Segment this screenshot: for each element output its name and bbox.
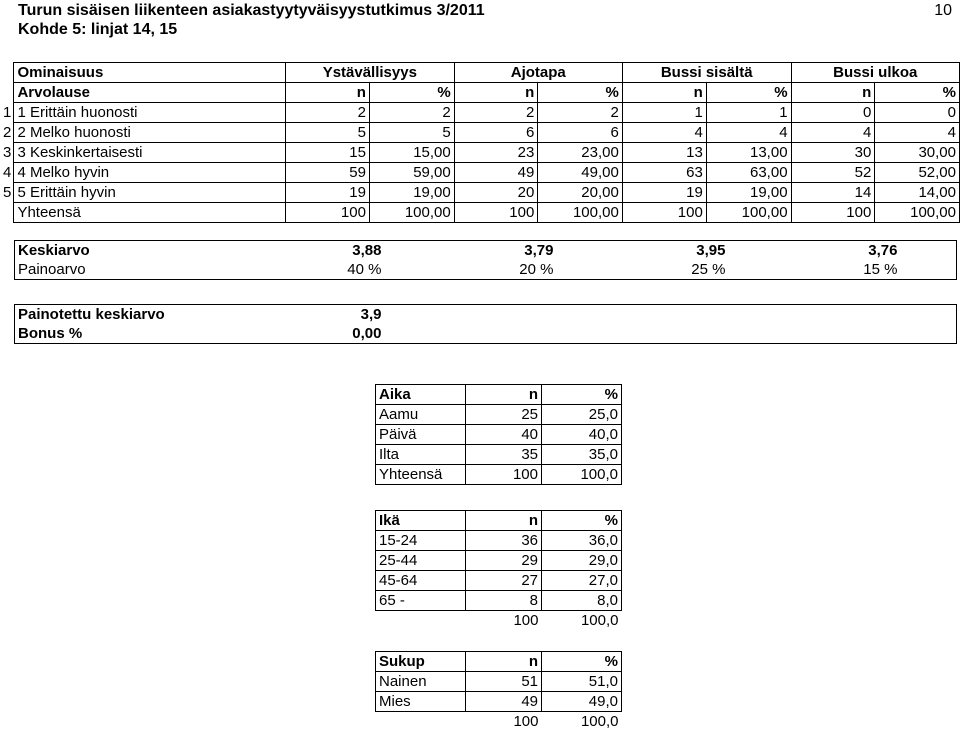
table-cell: 63,00 (706, 163, 791, 183)
table-cell: 4 (791, 123, 875, 143)
header-cell: % (875, 83, 960, 103)
header-cell: n (285, 83, 369, 103)
sukup-table (375, 651, 622, 731)
table-cell: 45-64 (376, 571, 466, 591)
total-cell: 100 (513, 612, 539, 629)
table-cell: 25,0 (542, 405, 622, 425)
ika-header-row (376, 511, 622, 531)
report-subtitle: Kohde 5: linjat 14, 15 (18, 21, 178, 38)
weighted-label: Painotettu keskiarvo (18, 306, 165, 323)
keskiarvo-label: Keskiarvo (18, 242, 90, 259)
table-cell: 15-24 (376, 531, 466, 551)
table-cell: 52 (791, 163, 875, 183)
table-cell: 0 (791, 103, 875, 123)
table-row (0, 163, 960, 183)
table-cell: 100,00 (369, 203, 454, 223)
painoarvo-value: 25 % (691, 261, 726, 278)
table-cell: 15,00 (369, 143, 454, 163)
row-label: 3 Keskinkertaisesti (14, 143, 285, 163)
table-cell: 35 (466, 445, 542, 465)
table-cell: 49,0 (542, 692, 622, 712)
table-cell: 27,0 (542, 571, 622, 591)
keskiarvo-value: 3,95 (696, 242, 726, 259)
table-cell: 49 (466, 692, 542, 712)
table-cell: 49,00 (538, 163, 623, 183)
table-cell: 15 (285, 143, 369, 163)
aika-table (375, 384, 622, 485)
table-cell: 100,00 (538, 203, 623, 223)
table-cell: 23,00 (538, 143, 623, 163)
row-number (0, 203, 14, 223)
header-row-properties (0, 63, 960, 83)
keskiarvo-row (15, 241, 957, 261)
table-cell: 49 (454, 163, 538, 183)
table-cell: 4 (706, 123, 791, 143)
table-row (376, 551, 622, 571)
painoarvo-value: 15 % (863, 261, 898, 278)
table-cell: 4 (875, 123, 960, 143)
ika-table (375, 510, 622, 630)
row-number: 2 (3, 124, 12, 141)
weighted-value: 3,9 (360, 306, 382, 323)
table-cell: Päivä (376, 425, 466, 445)
table-cell: 51 (466, 672, 542, 692)
row-label: Yhteensä (14, 203, 285, 223)
table-cell: 5 (369, 123, 454, 143)
table-row (0, 123, 960, 143)
table-cell: 30 (791, 143, 875, 163)
total-cell: 100,0 (580, 713, 619, 730)
table-cell: 19,00 (706, 183, 791, 203)
header-cell: n (466, 385, 542, 405)
table-cell: 29,0 (542, 551, 622, 571)
header-cell: Ystävällisyys (285, 63, 454, 83)
table-row (376, 591, 622, 611)
table-cell: 25 (466, 405, 542, 425)
table-cell: Aamu (376, 405, 466, 425)
table-cell: 6 (454, 123, 538, 143)
header-cell: % (538, 83, 623, 103)
keskiarvo-value: 3,88 (352, 242, 382, 259)
table-cell: 36 (466, 531, 542, 551)
table-cell: 2 (538, 103, 623, 123)
header-cell: n (791, 83, 875, 103)
table-cell: 2 (285, 103, 369, 123)
row-label: 5 Erittäin hyvin (14, 183, 285, 203)
table-cell: Yhteensä (376, 465, 466, 485)
table-cell: 27 (466, 571, 542, 591)
row-number: 3 (3, 144, 12, 161)
table-cell: 13 (622, 143, 706, 163)
table-cell: 59,00 (369, 163, 454, 183)
header-row-subcolumns (0, 83, 960, 103)
header-cell: n (454, 83, 538, 103)
row-number: 5 (3, 184, 12, 201)
table-row (376, 445, 622, 465)
table-cell: 19 (622, 183, 706, 203)
table-row (376, 405, 622, 425)
table-cell: 4 (622, 123, 706, 143)
table-cell: 40 (466, 425, 542, 445)
table-cell: 30,00 (875, 143, 960, 163)
table-cell: 36,0 (542, 531, 622, 551)
table-cell: 6 (538, 123, 623, 143)
table-cell: 25-44 (376, 551, 466, 571)
table-row (376, 531, 622, 551)
table-cell: Mies (376, 692, 466, 712)
table-cell: 19 (285, 183, 369, 203)
row-number: 1 (3, 104, 12, 121)
table-cell: Ilta (376, 445, 466, 465)
header-cell: % (542, 511, 622, 531)
aika-header-row (376, 385, 622, 405)
table-cell: 65 - (376, 591, 466, 611)
row-label: 1 Erittäin huonosti (14, 103, 285, 123)
page-number: 10 (934, 2, 952, 19)
table-cell: Nainen (376, 672, 466, 692)
keskiarvo-value: 3,79 (524, 242, 554, 259)
header-cell: % (542, 385, 622, 405)
main-table (0, 62, 960, 223)
table-cell: 51,0 (542, 672, 622, 692)
table-row (0, 183, 960, 203)
table-cell: 20 (454, 183, 538, 203)
sukup-header-row (376, 652, 622, 672)
table-cell: 2 (454, 103, 538, 123)
header-cell: Bussi sisältä (622, 63, 791, 83)
table-cell: 1 (706, 103, 791, 123)
table-row (0, 203, 960, 223)
table-cell: 52,00 (875, 163, 960, 183)
table-cell: 100 (454, 203, 538, 223)
table-cell: 100,0 (542, 465, 622, 485)
table-cell: 100 (285, 203, 369, 223)
painoarvo-value: 40 % (347, 261, 382, 278)
bonus-label: Bonus % (18, 325, 83, 342)
table-cell: 13,00 (706, 143, 791, 163)
header-cell: Arvolause (14, 83, 285, 103)
painoarvo-row (15, 260, 957, 280)
header-cell: % (369, 83, 454, 103)
header-cell: Bussi ulkoa (791, 63, 959, 83)
table-cell: 2 (369, 103, 454, 123)
table-cell: 29 (466, 551, 542, 571)
header-cell: n (622, 83, 706, 103)
table-cell: 8,0 (542, 591, 622, 611)
table-cell: 100 (466, 465, 542, 485)
table-cell: 40,0 (542, 425, 622, 445)
row-number: 4 (3, 164, 12, 181)
table-cell: 35,0 (542, 445, 622, 465)
table-cell: 5 (285, 123, 369, 143)
table-row (0, 103, 960, 123)
table-cell: 100 (622, 203, 706, 223)
total-cell: 100,0 (580, 612, 619, 629)
row-label: 2 Melko huonosti (14, 123, 285, 143)
bonus-row (15, 324, 957, 344)
table-row (376, 571, 622, 591)
table-cell: 0 (875, 103, 960, 123)
table-cell: 1 (622, 103, 706, 123)
table-cell: 8 (466, 591, 542, 611)
table-row (376, 465, 622, 485)
header-cell: % (542, 652, 622, 672)
bonus-value: 0,00 (352, 325, 382, 342)
table-cell: 23 (454, 143, 538, 163)
total-cell: 100 (513, 713, 539, 730)
table-cell: 100,00 (706, 203, 791, 223)
table-row (0, 143, 960, 163)
table-row (376, 692, 622, 712)
header-cell: Aika (376, 385, 466, 405)
painoarvo-value: 20 % (519, 261, 554, 278)
report-title: Turun sisäisen liikenteen asiakastyytyväisyystutkimus 3/2011 (18, 2, 485, 19)
ika-total-row (376, 611, 622, 631)
table-cell: 14,00 (875, 183, 960, 203)
table-row (376, 672, 622, 692)
header-cell: % (706, 83, 791, 103)
table-cell: 19,00 (369, 183, 454, 203)
table-cell: 100,00 (875, 203, 960, 223)
header-cell: Ajotapa (454, 63, 622, 83)
row-label: 4 Melko hyvin (14, 163, 285, 183)
header-cell: Sukup (376, 652, 466, 672)
header-cell: Ominaisuus (14, 63, 285, 83)
header-cell: n (466, 511, 542, 531)
weighted-row (15, 305, 957, 325)
keskiarvo-value: 3,76 (868, 242, 898, 259)
table-cell: 100 (791, 203, 875, 223)
table-cell: 14 (791, 183, 875, 203)
header-cell: Ikä (376, 511, 466, 531)
averages-box (14, 240, 957, 280)
table-cell: 59 (285, 163, 369, 183)
painoarvo-label: Painoarvo (18, 261, 86, 278)
table-row (376, 425, 622, 445)
header-cell: n (466, 652, 542, 672)
table-cell: 63 (622, 163, 706, 183)
weighted-box (14, 304, 957, 344)
sukup-total-row (376, 712, 622, 732)
table-cell: 20,00 (538, 183, 623, 203)
